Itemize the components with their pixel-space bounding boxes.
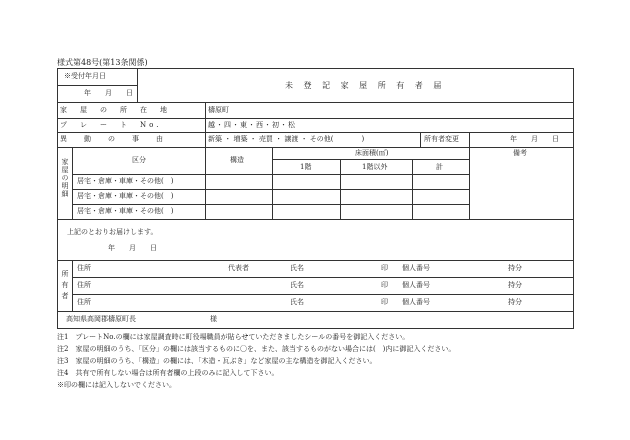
owner1-name: 氏名 bbox=[290, 264, 304, 272]
declaration-date: 年 月 日 bbox=[108, 244, 157, 252]
note-2: 注2 家屋の明細のうち、「区分」の欄には該当するものに〇を、また、該当するものがない場合には( )内に御記入ください。 bbox=[57, 345, 456, 353]
location-value: 檮原町 bbox=[208, 106, 229, 114]
note-5: ※印の欄には記入しないでください。 bbox=[57, 381, 176, 389]
declaration-text: 上記のとおりお届けします。 bbox=[67, 228, 158, 236]
form-heading: 未 登 記 家 屋 所 有 者 届 bbox=[285, 81, 446, 90]
receipt-divider bbox=[137, 68, 138, 102]
col-area: 床面積(㎡) bbox=[355, 149, 389, 157]
receipt-date: 年 月 日 bbox=[84, 89, 133, 97]
form-number: 様式第48号(第13条関係) bbox=[57, 58, 148, 67]
reason-options: 新築 ・ 増築 ・ 売買 ・ 譲渡 ・ その他( ) bbox=[208, 135, 365, 143]
owner2-name: 氏名 bbox=[290, 281, 304, 289]
detail-row-3: 居宅・倉庫・車庫・その他( ) bbox=[77, 207, 174, 215]
owner3-name: 氏名 bbox=[290, 298, 304, 306]
owner3-address: 住所 bbox=[77, 298, 91, 306]
owner-change-label: 所有者変更 bbox=[424, 135, 459, 143]
owner1-rep: 代表者 bbox=[228, 264, 249, 272]
owners-side-label: 所有者 bbox=[61, 270, 69, 303]
owner3-mynum: 個人番号 bbox=[402, 298, 430, 306]
owner2-share: 持分 bbox=[508, 281, 522, 289]
owner2-mynum: 個人番号 bbox=[402, 281, 430, 289]
reason-label: 異 動 の 事 由 bbox=[60, 135, 164, 143]
detail-row-2: 居宅・倉庫・車庫・その他( ) bbox=[77, 192, 174, 200]
owner3-share: 持分 bbox=[508, 298, 522, 306]
col-1f: 1階 bbox=[300, 163, 312, 171]
owner3-seal: 印 bbox=[381, 298, 388, 306]
col-kozo: 構造 bbox=[230, 156, 244, 164]
col-biko: 備考 bbox=[513, 149, 527, 157]
col-total: 計 bbox=[436, 163, 443, 171]
owner1-address: 住所 bbox=[77, 264, 91, 272]
receipt-label: ※受付年月日 bbox=[64, 72, 106, 80]
owner2-address: 住所 bbox=[77, 281, 91, 289]
plate-value: 越・四・東・西・初・松 bbox=[208, 121, 296, 129]
location-label: 家 屋 の 所 在 地 bbox=[60, 106, 170, 114]
owner1-share: 持分 bbox=[508, 264, 522, 272]
note-1: 注1 プレートNo.の欄には家屋調査時に町役場職員が貼らせていただきましたシールの番号を御記入ください。 bbox=[57, 333, 410, 341]
col-other: 1階以外 bbox=[362, 163, 388, 171]
detail-side-label: 家屋の明細 bbox=[61, 158, 69, 198]
owner1-mynum: 個人番号 bbox=[402, 264, 430, 272]
plate-label: プ レ ー ト No. bbox=[60, 121, 162, 129]
note-3: 注3 家屋の明細のうち、「構造」の欄には、「木造・瓦ぶき」など家屋の主な構造を御記入ください。 bbox=[57, 357, 377, 365]
note-4: 注4 共有で所有しない場合は所有者欄の上段のみに記入して下さい。 bbox=[57, 369, 279, 377]
detail-row-1: 居宅・倉庫・車庫・その他( ) bbox=[77, 177, 174, 185]
change-date: 年 月 日 bbox=[510, 135, 559, 143]
owner2-seal: 印 bbox=[381, 281, 388, 289]
col-kubun: 区分 bbox=[132, 156, 146, 164]
addressee: 高知県高岡郡檮原町長 bbox=[66, 315, 136, 323]
owner1-seal: 印 bbox=[381, 264, 388, 272]
addressee-sama: 様 bbox=[210, 315, 217, 323]
